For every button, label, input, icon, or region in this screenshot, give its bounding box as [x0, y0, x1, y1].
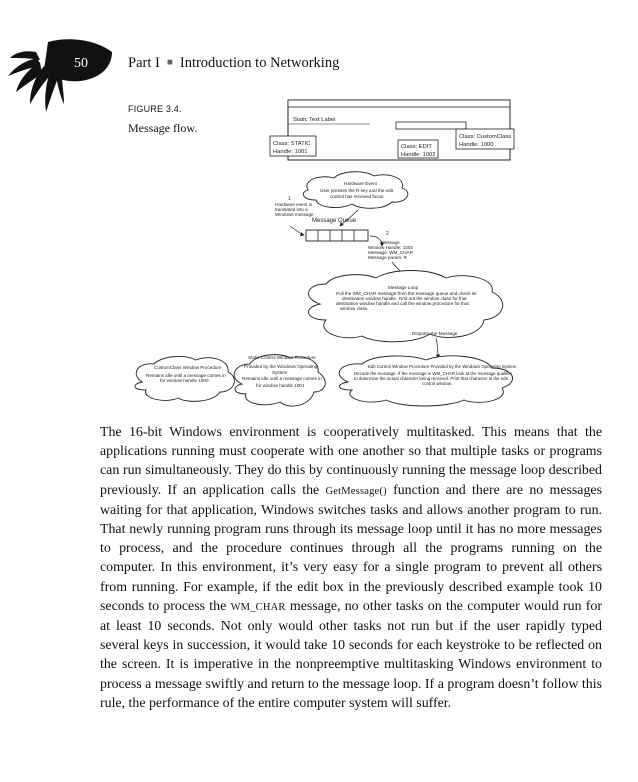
edit-proc-title: Edit Control Window Procedure Provided by the Windows Operating System — [368, 364, 517, 369]
body-text-1: The 16-bit Windows environment is cooperatively multitasked. This means that the applications running must cooperate with one another so that multiple tasks or programs can run simultaneously. They do this by continuously running the message loop described previously. If an application calls the — [100, 425, 602, 498]
dispatch-label: Dispatch the Message — [412, 331, 458, 336]
code-wm-char: WM_CHAR — [230, 601, 286, 613]
message-loop-cloud — [309, 271, 503, 342]
body-text-3: message, no other tasks on the computer would run for at least 10 seconds. Not only would other tasks not run but if the user rapidly typed several keys in succession, it would take 10 seconds for each keystroke to be reflected on the screen. It is imperative in the nonpreemptive multitasking Windows environment to process a message swiftly and return to the message loop. If a program doesn’t follow this rule, the performance of the entire computer system will suffer. — [100, 598, 602, 711]
body-paragraph — [100, 423, 602, 713]
application-window — [270, 100, 514, 160]
customclass-line2: for window handle 1000 — [160, 378, 209, 383]
edit-proc-line2: to determine the actual character being received. Print that character in the edit — [354, 376, 508, 381]
customclass-procedure-cloud — [135, 357, 234, 402]
message-flow-diagram — [130, 92, 530, 422]
edit-proc-line3: control window. — [422, 381, 453, 386]
page-number-ornament — [0, 0, 125, 120]
step1-line3: Windows message — [275, 212, 314, 217]
step2-line2: Window Handle: 1002 — [368, 245, 413, 250]
code-getmessage: GetMessage() — [325, 485, 387, 497]
hardware-event-cloud — [303, 172, 408, 209]
step1-number: 1 — [288, 196, 291, 202]
chapter-title: Introduction to Networking — [179, 55, 340, 71]
edit-handle: Handle: 1002 — [401, 152, 436, 158]
step1-line1: Hardware event is — [275, 202, 313, 207]
figure-label: FIGURE 3.4. — [128, 104, 182, 114]
message-loop-line1: Pull the WM_CHAR message from the message queue and check its — [336, 291, 477, 296]
step1-line2: translated into a — [275, 207, 308, 212]
step2-line1: Message — [381, 240, 400, 245]
hardware-event-title: Hardware Event — [344, 181, 377, 186]
hardware-event-line1: User presses the R key and the edit — [320, 188, 394, 193]
header-separator: ■ — [166, 57, 173, 68]
queue-label: Message Queue — [312, 218, 357, 224]
custom-handle: Handle: 1000 — [459, 142, 494, 148]
customclass-title: CustomClass Window Procedure — [154, 365, 222, 370]
message-queue — [306, 230, 368, 241]
step2-line4: Message param: R — [368, 255, 407, 260]
custom-class: Class: CustomClass — [459, 134, 512, 140]
static-proc-line4: for window handle 1001 — [256, 383, 305, 388]
message-loop-line3: destination window handle and call the window procedure for that — [336, 301, 469, 306]
static-procedure-cloud — [234, 355, 325, 406]
static-proc-line1: Provided by the Windows Operating — [244, 364, 318, 369]
message-loop-line4: window class. — [340, 306, 369, 311]
step2-line3: Message: WM_CHAR — [368, 250, 413, 255]
static-proc-line2: System — [272, 370, 288, 375]
figure-caption: Message flow. — [128, 121, 198, 135]
edit-procedure-cloud — [339, 356, 517, 406]
hardware-event-line2: control has received focus — [330, 194, 384, 199]
edit-proc-line1: Decode the message. If the message is WM_CHAR look at the message qualifier — [354, 371, 513, 376]
step2-number: 2 — [386, 231, 389, 237]
message-loop-line2: destination window handle. Find out the window class for that — [342, 296, 467, 301]
message-loop-title: Message Loop — [388, 285, 419, 290]
edit-class: Class: EDIT — [401, 144, 432, 150]
running-header — [128, 55, 339, 72]
static-proc-title: Static Control Window Procedure — [248, 355, 316, 360]
static-class: Class: STATIC — [273, 141, 311, 147]
part-label: Part I — [128, 55, 160, 71]
page-number: 50 — [74, 56, 88, 71]
static-handle: Handle: 1001 — [273, 149, 308, 155]
body-text-2: function and there are no messages waiting for that application, Windows switches tasks and allows another program to run. That newly running program runs through its message loop until it has no more messages to process, and the procedure continues through all the programs running on the computer. In this environment, it’s very easy for a single program to prevent all others from running. For example, if the edit box in the previously described example took 10 seconds to process the — [100, 482, 602, 614]
static-text-label: Static Text Label — [293, 117, 336, 123]
static-proc-line3: Remains idle until a message comes in — [242, 376, 322, 381]
customclass-line1: Remains idle until a message comes in — [146, 373, 226, 378]
